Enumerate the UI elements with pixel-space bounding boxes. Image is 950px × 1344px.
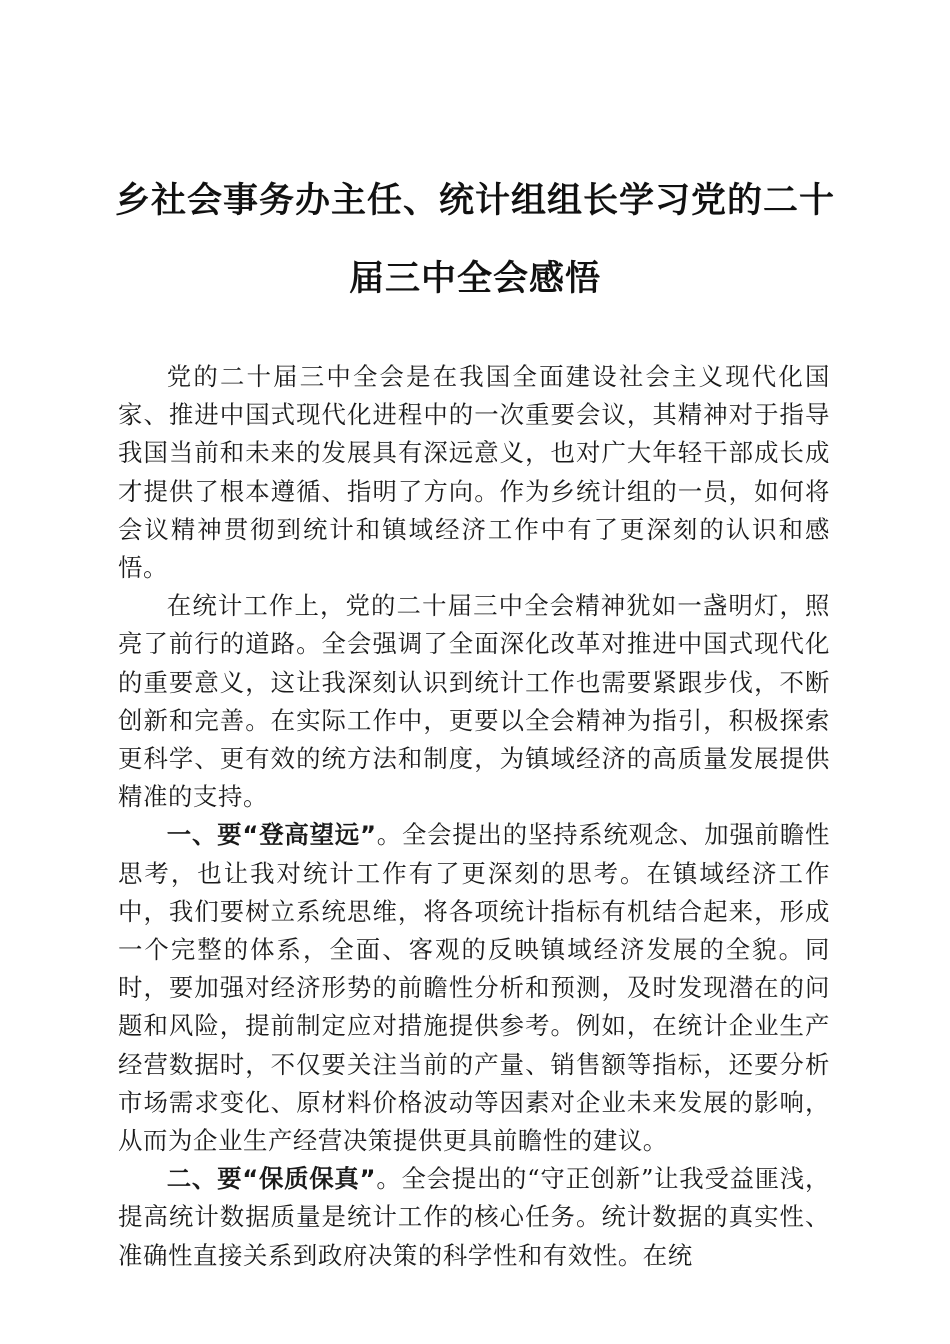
- section-heading: 二、要“保质保真”: [166, 1164, 377, 1194]
- paragraph-text: 在统计工作上，党的二十届三中全会精神犹如一盏明灯，照亮了前行的道路。全会强调了全面深化改革对推进中国式现代化的重要意义，这让我深刻认识到统计工作也需要紧跟步伐，不断创新和完善。在实际工作中，更要以全会精神为指引，积极探索更科学、更有效的统方法和制度，为镇域经济的高质量发展提供精准的支持。: [118, 591, 830, 812]
- document-body: [118, 358, 830, 1275]
- paragraph-section-one: [118, 816, 830, 1160]
- paragraph-text: 党的二十届三中全会是在我国全面建设社会主义现代化国家、推进中国式现代化进程中的一次重要会议，其精神对于指导我国当前和未来的发展具有深远意义，也对广大年轻干部成长成才提供了根本遵循、指明了方向。作为乡统计组的一员，如何将会议精神贯彻到统计和镇域经济工作中有了更深刻的认识和感悟。: [118, 362, 830, 583]
- paragraph-statistics-work: [118, 587, 830, 816]
- paragraph-intro: [118, 358, 830, 587]
- paragraph-section-two: [118, 1160, 830, 1275]
- document-title: [100, 162, 850, 318]
- section-heading: 一、要“登高望远”: [166, 820, 377, 850]
- paragraph-text: 。全会提出的“守正创新”让我受益匪浅，提高统计数据质量是统计工作的核心任务。统计数据的真实性、准确性直接关系到政府决策的科学性和有效性。在统: [118, 1164, 830, 1270]
- paragraph-text: 。全会提出的坚持系统观念、加强前瞻性思考，也让我对统计工作有了更深刻的思考。在镇域经济工作中，我们要树立系统思维，将各项统计指标有机结合起来，形成一个完整的体系，全面、客观的反映镇域经济发展的全貌。同时，要加强对经济形势的前瞻性分析和预测，及时发现潜在的问题和风险，提前制定应对措施提供参考。例如，在统计企业生产经营数据时，不仅要关注当前的产量、销售额等指标，还要分析市场需求变化、原材料价格波动等因素对企业未来发展的影响，从而为企业生产经营决策提供更具前瞻性的建议。: [118, 820, 830, 1156]
- title-line-1: 乡社会事务办主任、统计组组长学习党的二十: [114, 180, 835, 221]
- title-line-2: 届三中全会感悟: [348, 258, 601, 299]
